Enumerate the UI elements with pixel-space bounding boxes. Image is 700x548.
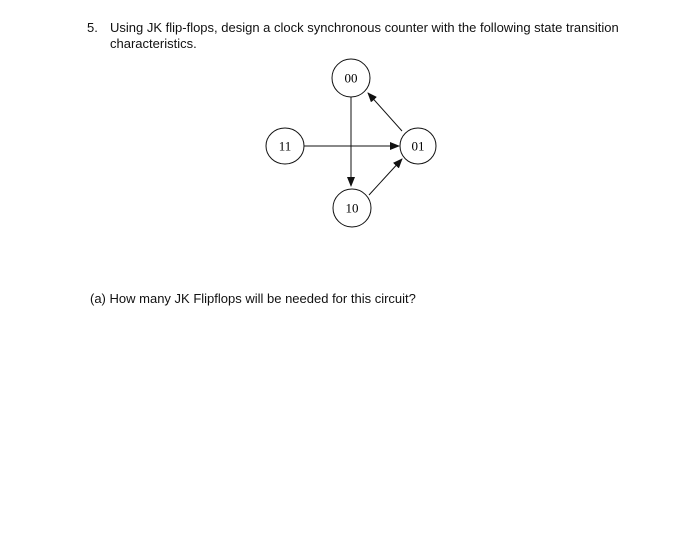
state-11-label: 11 — [278, 138, 292, 154]
sub-question-text: How many JK Flipflops will be needed for this circuit? — [109, 291, 416, 306]
question-text: Using JK flip-flops, design a clock synchronous counter with the following state transition characteristics. — [110, 20, 619, 51]
state-11 — [266, 128, 304, 164]
transition-01-to-00 — [368, 93, 402, 131]
question-number: 5. — [87, 20, 98, 35]
state-10-label: 10 — [345, 200, 359, 216]
state-10 — [333, 189, 371, 227]
state-00-label: 00 — [344, 70, 358, 86]
transition-10-to-01 — [369, 159, 402, 195]
state-01-label: 01 — [411, 138, 425, 154]
sub-question-label: (a) — [90, 291, 106, 306]
sub-question-a — [90, 291, 416, 307]
state-01 — [400, 128, 436, 164]
state-00 — [332, 59, 370, 97]
